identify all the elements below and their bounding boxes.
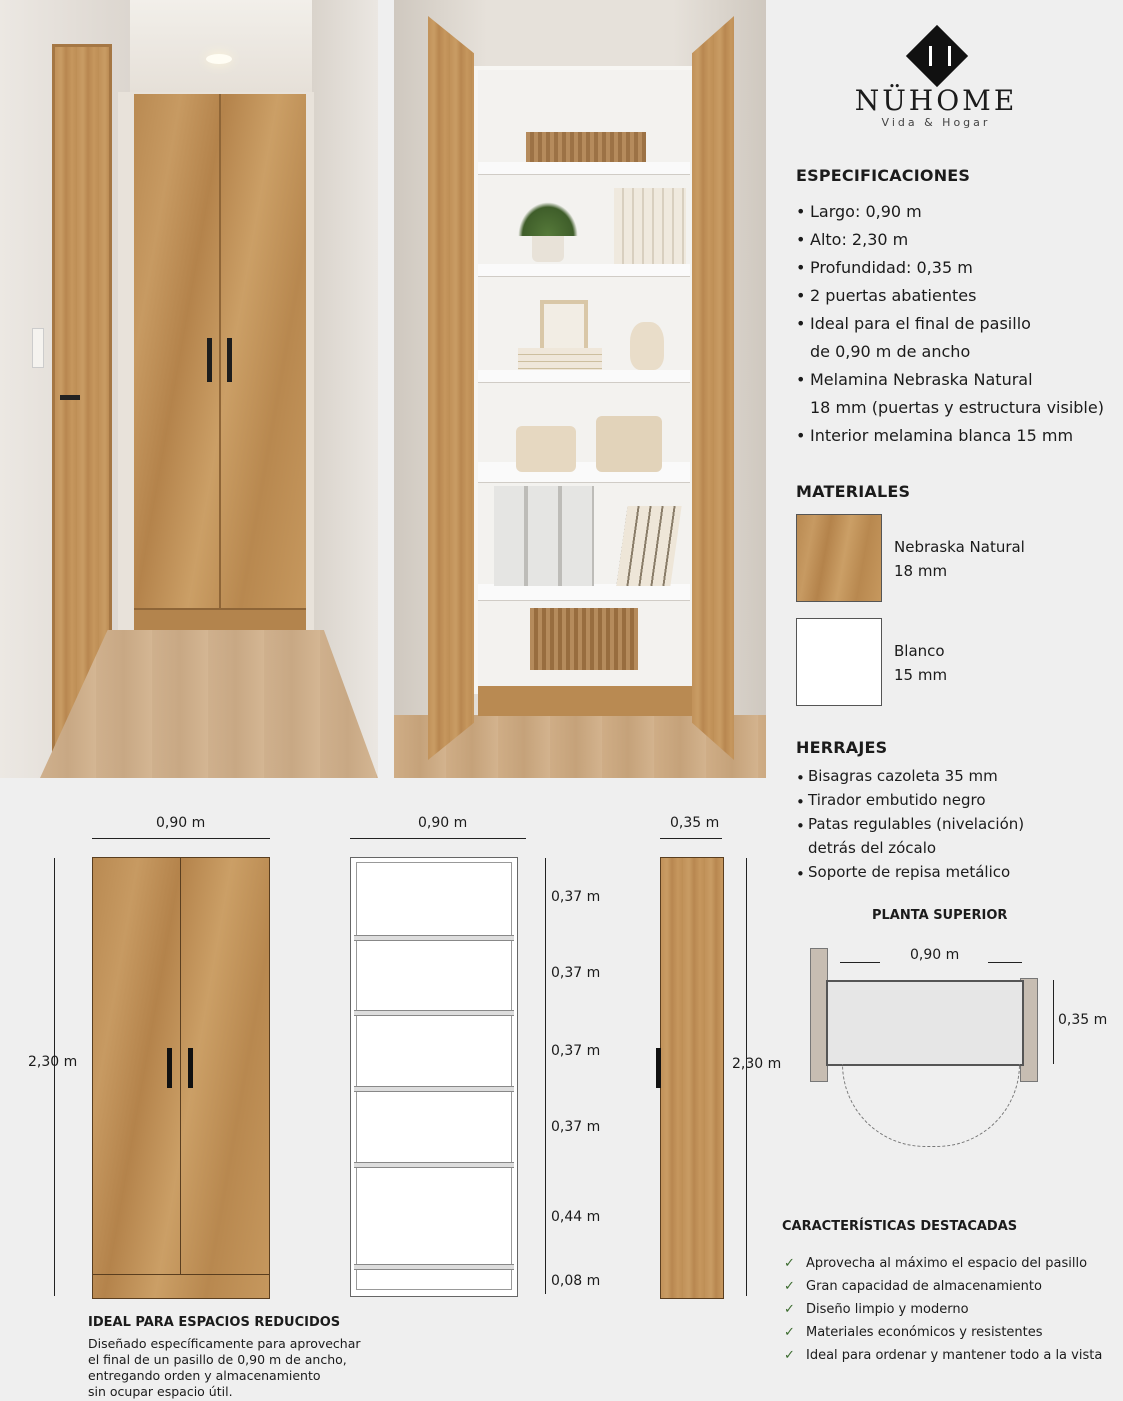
round-box-1 (516, 426, 576, 472)
plan-depth-label: 0,35 m (1058, 1012, 1108, 1028)
hardware-list (796, 764, 1116, 884)
hardware-legs: Patas regulables (nivelación) detrás del zócalo (808, 815, 1025, 857)
hardware-shelf-support: Soporte de repisa metálico (808, 863, 1011, 881)
open-door-right (692, 16, 734, 760)
plan-title: PLANTA SUPERIOR (872, 908, 1008, 923)
hardware-bullets: • • • • (796, 769, 805, 883)
hardware-hinges: Bisagras cazoleta 35 mm (808, 767, 998, 785)
material-swatch-white (796, 618, 882, 706)
features-title: CARACTERÍSTICAS DESTACADAS (782, 1219, 1018, 1234)
hardware-title: HERRAJES (796, 738, 888, 757)
shelf-dim-5: 0,44 m (551, 1209, 601, 1225)
shelf-dim-2: 0,37 m (551, 965, 601, 981)
spec-melamine: • Melamina Nebraska Natural 18 mm (puertas y estructura visible) (796, 366, 1116, 422)
file-boxes (494, 486, 594, 586)
front-width-label: 0,90 m (156, 815, 206, 831)
vase (630, 322, 664, 370)
plant-leaves (518, 202, 578, 236)
hallway-photo (0, 0, 378, 778)
door-handle-icon (60, 395, 80, 400)
basket-top (526, 132, 646, 162)
side-cabinet-drawing (660, 857, 724, 1299)
cabinet-pull-right (227, 338, 232, 382)
ideal-title: IDEAL PARA ESPACIOS REDUCIDOS (88, 1315, 341, 1330)
feature-item: ✓ Diseño limpio y moderno (784, 1298, 1104, 1321)
spec-interior: • Interior melamina blanca 15 mm (796, 422, 1116, 450)
materials-title: MATERIALES (796, 482, 911, 501)
spec-hallway: • Ideal para el final de pasillo de 0,90 m de ancho (796, 310, 1116, 366)
shelf-dim-6: 0,08 m (551, 1273, 601, 1289)
round-box-2 (596, 416, 662, 472)
front-height-label: 2,30 m (28, 1054, 78, 1070)
spec-doors: • 2 puertas abatientes (796, 282, 1116, 310)
feature-item: ✓ Materiales económicos y resistentes (784, 1321, 1104, 1344)
open-cabinet-photo (394, 0, 766, 778)
material-name-nebraska: Nebraska Natural (894, 538, 1025, 556)
picture-frame (540, 300, 588, 354)
shelf-dim-4: 0,37 m (551, 1119, 601, 1135)
material-swatch-nebraska (796, 514, 882, 602)
books-lean (616, 506, 681, 586)
hardware-pull: Tirador embutido negro (808, 791, 986, 809)
spec-length: • Largo: 0,90 m (796, 198, 1116, 226)
open-door-left (428, 16, 474, 760)
basket-bottom (530, 608, 638, 670)
spec-height: • Alto: 2,30 m (796, 226, 1116, 254)
feature-item: ✓ Aprovecha al máximo el espacio del pasillo (784, 1252, 1104, 1275)
side-depth-label: 0,35 m (670, 815, 720, 831)
stacked-books (518, 348, 602, 370)
material-name-white: Blanco (894, 642, 945, 660)
plan-doors-swing (842, 1064, 1020, 1147)
brand-tagline: Vida & Hogar (881, 116, 991, 129)
brand-name: NÜHOME (854, 84, 1018, 117)
shelf-dim-1: 0,37 m (551, 889, 601, 905)
spec-depth: • Profundidad: 0,35 m (796, 254, 1116, 282)
books-top (614, 188, 686, 264)
front-pull-left (167, 1048, 172, 1088)
interior-width-label: 0,90 m (418, 815, 468, 831)
plan-cabinet (826, 980, 1024, 1066)
ceiling-light (206, 54, 232, 64)
brand-logo-mark (929, 46, 951, 66)
cabinet-pull-left (207, 338, 212, 382)
specs-title: ESPECIFICACIONES (796, 166, 971, 185)
front-pull-right (188, 1048, 193, 1088)
feature-item: ✓ Gran capacidad de almacenamiento (784, 1275, 1104, 1298)
material-thickness-nebraska: 18 mm (894, 562, 948, 580)
shelf-dim-3: 0,37 m (551, 1043, 601, 1059)
ideal-text: Diseñado específicamente para aprovechar el final de un pasillo de 0,90 m de ancho, entregando orden y almacenamiento sin ocupar espacio útil. (88, 1336, 361, 1399)
material-thickness-white: 15 mm (894, 666, 948, 684)
front-cabinet-drawing (92, 857, 270, 1299)
plan-width-label: 0,90 m (910, 947, 960, 963)
plant-pot (532, 232, 564, 262)
features-list (784, 1252, 1104, 1367)
specs-list (796, 198, 1116, 450)
feature-item: ✓ Ideal para ordenar y mantener todo a la vista (784, 1344, 1104, 1367)
side-height-label: 2,30 m (732, 1056, 782, 1072)
